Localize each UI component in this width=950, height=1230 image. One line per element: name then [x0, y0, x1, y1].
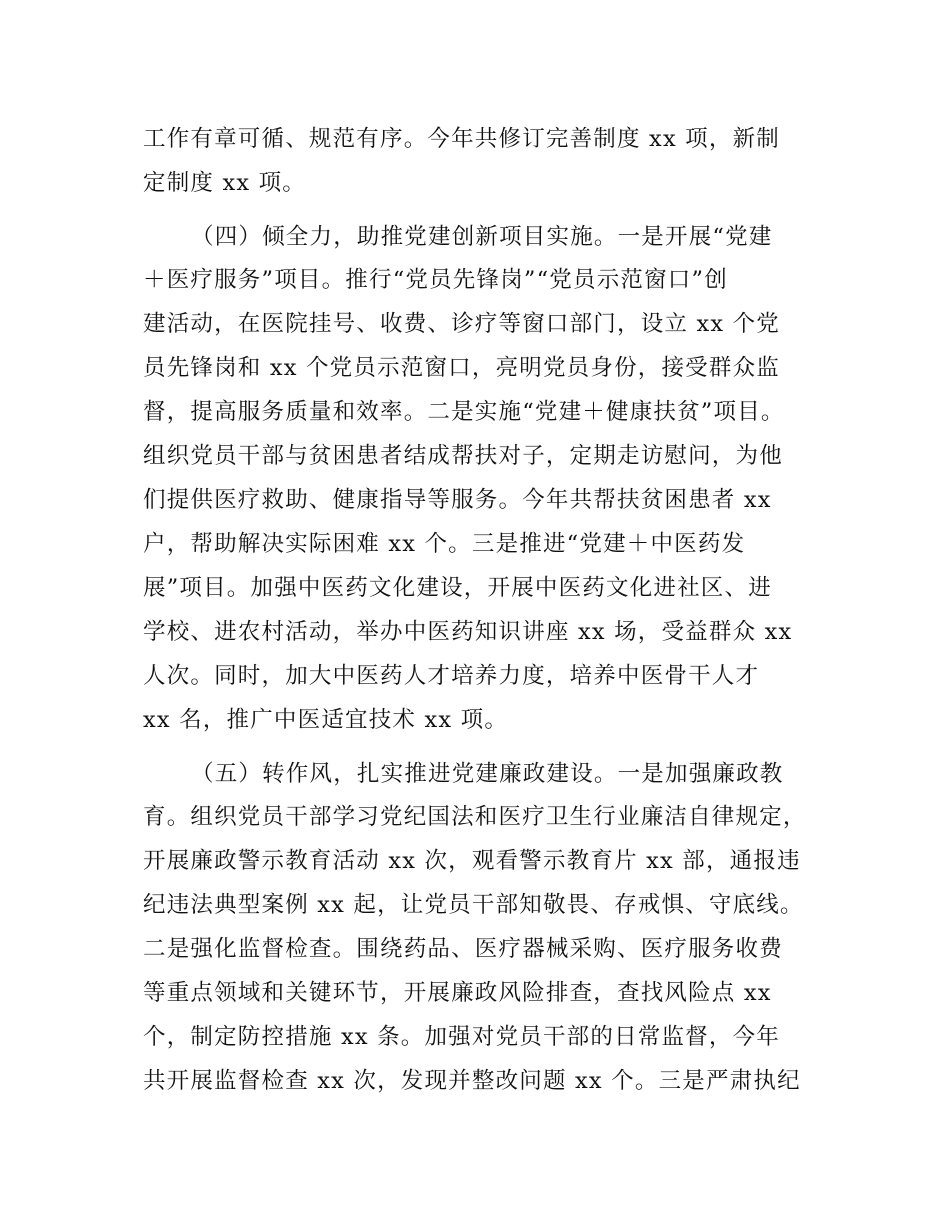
paragraph-line: 户，帮助解决实际困难 xx 个。三是推进“党建＋中医药发 [143, 531, 746, 557]
paragraph-line: 员先锋岗和 xx 个党员示范窗口，亮明党员身份，接受群众监 [143, 355, 780, 381]
paragraph-line: 们提供医疗救助、健康指导等服务。今年共帮扶贫困患者 xx [143, 487, 772, 513]
paragraph-line: 定制度 xx 项。 [143, 170, 306, 196]
paragraph-line: 组织党员干部与贫困患者结成帮扶对子，定期走访慰问，为他 [143, 443, 783, 469]
section-four-heading-line: （四）倾全力，助推党建创新项目实施。一是开展“党建 [191, 224, 773, 250]
section-five-heading-line: （五）转作风，扎实推进党建廉政建设。一是加强廉政教 [191, 761, 784, 787]
paragraph-line: 展”项目。加强中医药文化建设，开展中医药文化进社区、进 [143, 575, 772, 601]
paragraph-line: 二是强化监督检查。围绕药品、医疗器械采购、医疗服务收费 [143, 936, 783, 962]
paragraph-line: 纪违法典型案例 xx 起，让党员干部知敬畏、存戒惧、守底线。 [143, 892, 804, 918]
paragraph-line: xx 名，推广中医适宜技术 xx 项。 [143, 707, 509, 733]
paragraph-line: 人次。同时，加大中医药人才培养力度，培养中医骨干人才 [143, 663, 760, 689]
paragraph-line: ＋医疗服务”项目。推行“党员先锋岗”“党员示范窗口”创 [143, 267, 728, 293]
paragraph-line: 共开展监督检查 xx 次，发现并整改问题 xx 个。三是严肃执纪 [143, 1068, 801, 1094]
paragraph-line: 等重点领域和关键环节，开展廉政风险排查，查找风险点 xx [143, 980, 772, 1006]
paragraph-line: 督，提高服务质量和效率。二是实施“党建＋健康扶贫”项目。 [143, 399, 785, 425]
paragraph-line: 开展廉政警示教育活动 xx 次，观看警示教育片 xx 部，通报违 [143, 848, 801, 874]
paragraph-line: 个，制定防控措施 xx 条。加强对党员干部的日常监督，今年 [143, 1024, 780, 1050]
paragraph-line: 育。组织党员干部学习党纪国法和医疗卫生行业廉洁自律规定， [143, 804, 807, 830]
paragraph-line: 学校、进农村活动，举办中医药知识讲座 xx 场，受益群众 xx [143, 619, 793, 645]
paragraph-line: 建活动，在医院挂号、收费、诊疗等窗口部门，设立 xx 个党 [143, 311, 780, 337]
paragraph-line: 工作有章可循、规范有序。今年共修订完善制度 xx 项，新制 [143, 126, 780, 152]
